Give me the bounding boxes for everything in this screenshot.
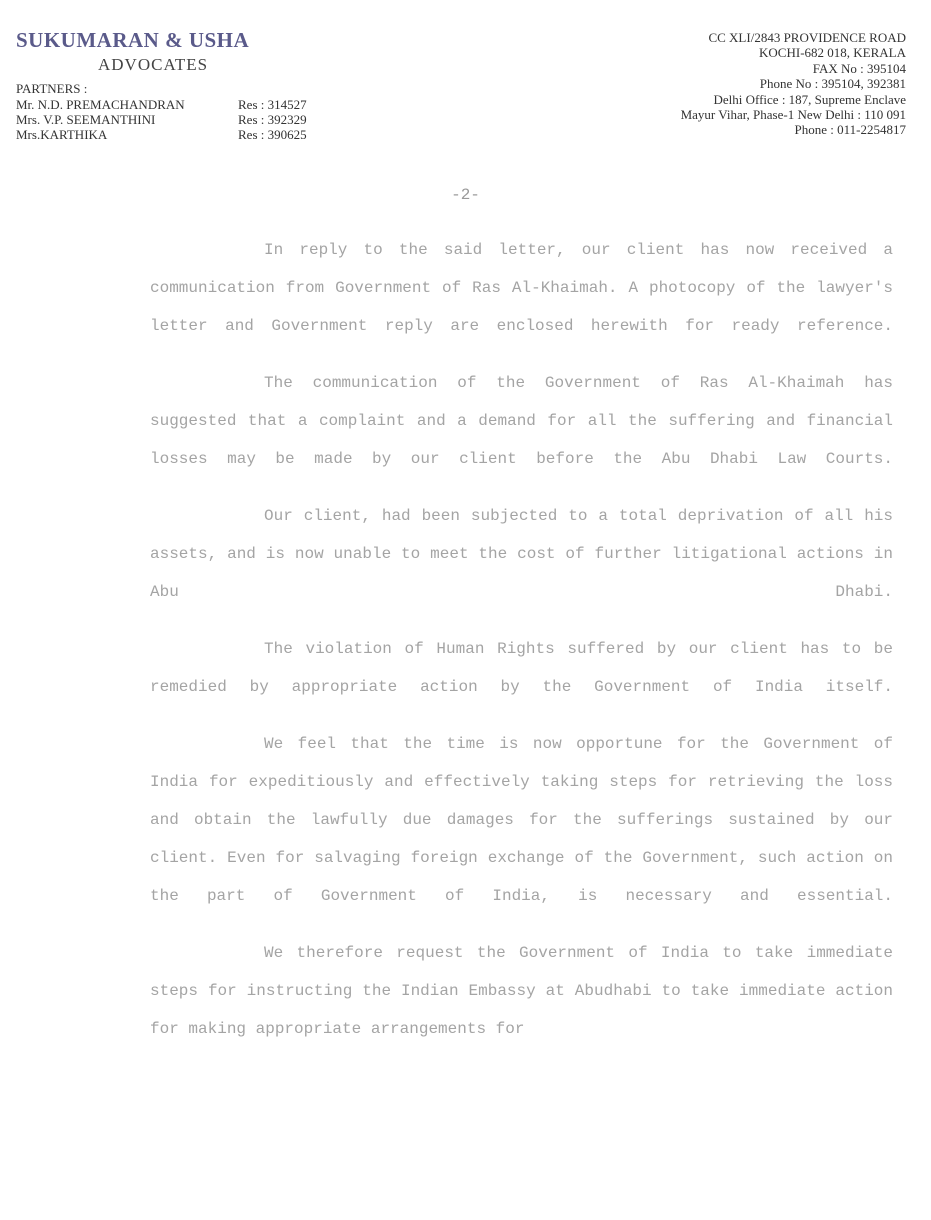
paragraph-text: In reply to the said letter, our client has now received a communication from Government of Ras Al-Khaimah. A photocopy of the lawyer's letter and Government reply are enclosed herewith for ready reference. — [150, 241, 893, 335]
firm-subtitle: ADVOCATES — [98, 55, 209, 74]
paragraph-text: Our client, had been subjected to a total deprivation of all his assets, and is now unable to meet the cost of further litigational actions in Abu Dhabi. — [150, 507, 893, 601]
partner-row — [16, 97, 307, 112]
partner-phone: Res : 392329 — [238, 112, 307, 127]
partner-name: Mrs. V.P. SEEMANTHINI — [16, 112, 156, 127]
paragraph — [150, 630, 893, 706]
address-line: Delhi Office : 187, Supreme Enclave — [713, 91, 906, 107]
fax-line: FAX No : 395104 — [812, 60, 906, 76]
paragraph — [150, 364, 893, 478]
paragraph — [150, 934, 893, 1048]
paragraph — [150, 231, 893, 345]
phone-line: Phone No : 395104, 392381 — [759, 76, 906, 92]
partner-name: Mr. N.D. PREMACHANDRAN — [16, 97, 185, 112]
firm-name: SUKUMARAN & USHA — [16, 28, 250, 52]
partner-row — [16, 127, 307, 142]
paragraph-text: The communication of the Government of Ras Al-Khaimah has suggested that a complaint and a demand for all the suffering and financial losses may be made by our client before the Abu Dhabi Law Courts. — [150, 374, 893, 468]
address-line: KOCHI-682 018, KERALA — [759, 45, 906, 61]
partner-name: Mrs.KARTHIKA — [16, 127, 108, 142]
address-line: CC XLI/2843 PROVIDENCE ROAD — [708, 30, 906, 45]
partner-phone: Res : 390625 — [238, 127, 307, 142]
paragraph — [150, 497, 893, 611]
page-number: -2- — [451, 186, 480, 204]
partner-row — [16, 112, 307, 127]
paragraph — [150, 725, 893, 915]
address-line: Mayur Vihar, Phase-1 New Delhi : 110 091 — [680, 107, 906, 123]
phone-line: Phone : 011-2254817 — [794, 122, 906, 138]
partner-phone: Res : 314527 — [238, 97, 307, 112]
letter-body — [150, 231, 893, 1067]
paragraph-text: We therefore request the Government of India to take immediate steps for instructing the Indian Embassy at Abudhabi to take immediate action for making appropriate arrangements for — [150, 944, 893, 1038]
letterhead-address — [681, 30, 906, 138]
partners-label: PARTNERS : — [16, 81, 88, 96]
paragraph-text: We feel that the time is now opportune for the Government of India for expeditiously and effectively taking steps for retrieving the loss and obtain the lawfully due damages for the sufferings sustained by our client. Even for salvaging foreign exchange of the Government, such action on the part of Government of India, is necessary and essential. — [150, 735, 893, 905]
letterhead-left — [16, 28, 307, 142]
paragraph-text: The violation of Human Rights suffered by our client has to be remedied by appropriate action by the Government of India itself. — [150, 640, 893, 696]
